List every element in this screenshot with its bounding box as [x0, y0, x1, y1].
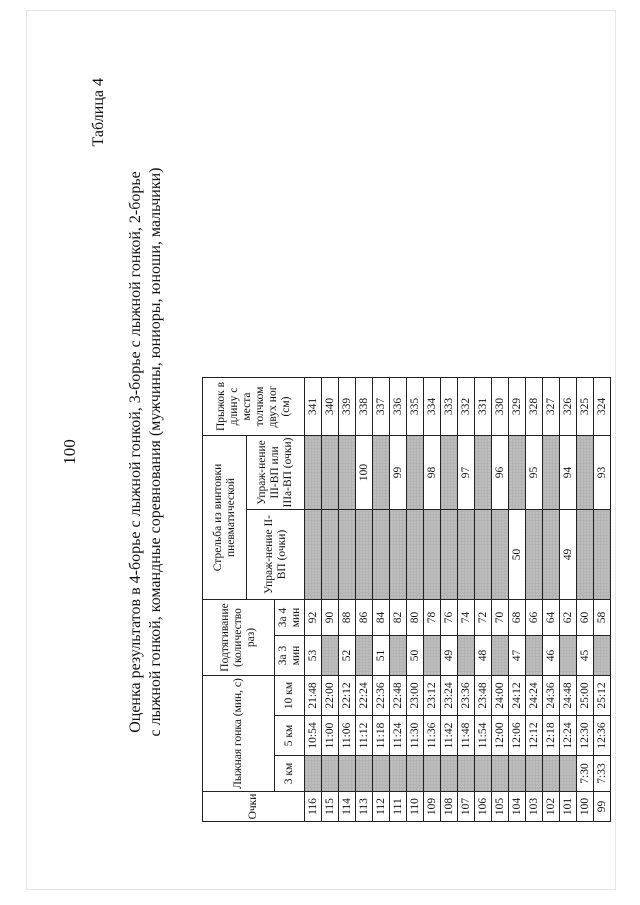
- cell-ski3: [424, 756, 441, 792]
- cell-pull4: 92: [305, 600, 322, 636]
- cell-shoot3: [509, 436, 526, 510]
- cell-ski3: [543, 756, 560, 792]
- table-label: Таблица 4: [90, 78, 107, 147]
- cell-pull3: [356, 636, 373, 676]
- cell-ski5: 12:06: [509, 716, 526, 756]
- cell-shoot3: [373, 436, 390, 510]
- cell-ski3: [305, 756, 322, 792]
- col-ski-group-header: Лыжная гонка (мин, с): [203, 676, 275, 792]
- cell-shoot3: 94: [560, 436, 577, 510]
- table-row: [424, 378, 441, 822]
- col-jump-header: Прыжок в длину с места толчком двух ног (см): [203, 378, 305, 436]
- cell-pull3: [424, 636, 441, 676]
- cell-points: 112: [373, 792, 390, 822]
- cell-ski10: 23:24: [441, 676, 458, 716]
- cell-ski10: 24:12: [509, 676, 526, 716]
- cell-jump: 329: [509, 378, 526, 436]
- cell-ski10: 24:48: [560, 676, 577, 716]
- table-row: [441, 378, 458, 822]
- cell-jump: 330: [492, 378, 509, 436]
- table-row: [526, 378, 543, 822]
- cell-points: 104: [509, 792, 526, 822]
- cell-pull4: 64: [543, 600, 560, 636]
- cell-jump: 327: [543, 378, 560, 436]
- cell-jump: 332: [458, 378, 475, 436]
- cell-ski3: 7:33: [594, 756, 611, 792]
- cell-pull3: [560, 636, 577, 676]
- cell-points: 106: [475, 792, 492, 822]
- cell-jump: 326: [560, 378, 577, 436]
- cell-shoot3: [577, 436, 594, 510]
- table-caption: [126, 80, 166, 824]
- cell-ski3: [475, 756, 492, 792]
- cell-jump: 337: [373, 378, 390, 436]
- cell-ski5: 11:12: [356, 716, 373, 756]
- cell-shoot2: [356, 510, 373, 600]
- caption-line-1: Оценка результатов в 4-борье с лыжной гонкой, 3-борье с лыжной гонкой, 2-борье: [127, 171, 144, 733]
- cell-ski10: 22:00: [322, 676, 339, 716]
- cell-shoot2: [339, 510, 356, 600]
- table-row: [492, 378, 509, 822]
- col-pullups-group-header: Подтягивание (количество раз): [203, 600, 275, 676]
- cell-pull3: 48: [475, 636, 492, 676]
- cell-pull4: 82: [390, 600, 407, 636]
- cell-shoot3: [475, 436, 492, 510]
- cell-ski5: 11:00: [322, 716, 339, 756]
- cell-shoot2: [543, 510, 560, 600]
- cell-ski10: 22:12: [339, 676, 356, 716]
- col-shoot-2-header: Упраж-нение II-ВП (очки): [247, 510, 305, 600]
- cell-shoot2: [305, 510, 322, 600]
- cell-points: 103: [526, 792, 543, 822]
- cell-shoot3: [305, 436, 322, 510]
- cell-jump: 325: [577, 378, 594, 436]
- cell-pull4: 68: [509, 600, 526, 636]
- cell-jump: 333: [441, 378, 458, 436]
- cell-shoot2: 49: [560, 510, 577, 600]
- cell-jump: 340: [322, 378, 339, 436]
- cell-ski3: [458, 756, 475, 792]
- cell-shoot3: [441, 436, 458, 510]
- cell-shoot2: [526, 510, 543, 600]
- cell-jump: 339: [339, 378, 356, 436]
- cell-points: 111: [390, 792, 407, 822]
- cell-pull4: 66: [526, 600, 543, 636]
- cell-jump: 336: [390, 378, 407, 436]
- cell-points: 109: [424, 792, 441, 822]
- cell-jump: 328: [526, 378, 543, 436]
- cell-ski3: [407, 756, 424, 792]
- cell-ski5: 11:48: [458, 716, 475, 756]
- cell-pull3: 51: [373, 636, 390, 676]
- table-row: [577, 378, 594, 822]
- cell-shoot2: [594, 510, 611, 600]
- cell-ski10: 22:36: [373, 676, 390, 716]
- cell-shoot3: 96: [492, 436, 509, 510]
- cell-shoot2: [492, 510, 509, 600]
- cell-jump: 335: [407, 378, 424, 436]
- cell-ski10: 25:12: [594, 676, 611, 716]
- page-number: 100: [60, 439, 79, 465]
- cell-ski10: 25:00: [577, 676, 594, 716]
- cell-ski3: [339, 756, 356, 792]
- cell-shoot2: 50: [509, 510, 526, 600]
- cell-ski5: 11:54: [475, 716, 492, 756]
- col-points-header: Очки: [203, 792, 305, 822]
- cell-pull3: 45: [577, 636, 594, 676]
- col-ski-10km-header: 10 км: [275, 676, 305, 716]
- cell-shoot2: [441, 510, 458, 600]
- cell-points: 99: [594, 792, 611, 822]
- cell-points: 115: [322, 792, 339, 822]
- cell-ski10: 23:00: [407, 676, 424, 716]
- cell-shoot2: [373, 510, 390, 600]
- scoring-table: [202, 377, 611, 822]
- cell-ski5: 12:30: [577, 716, 594, 756]
- cell-pull4: 80: [407, 600, 424, 636]
- cell-pull3: 49: [441, 636, 458, 676]
- cell-pull4: 74: [458, 600, 475, 636]
- cell-shoot2: [577, 510, 594, 600]
- cell-pull3: [390, 636, 407, 676]
- table-row: [339, 378, 356, 822]
- cell-jump: 324: [594, 378, 611, 436]
- cell-pull4: 84: [373, 600, 390, 636]
- cell-pull4: 62: [560, 600, 577, 636]
- cell-pull4: 88: [339, 600, 356, 636]
- cell-shoot3: 98: [424, 436, 441, 510]
- cell-pull3: [492, 636, 509, 676]
- cell-ski10: 24:24: [526, 676, 543, 716]
- cell-ski5: 12:12: [526, 716, 543, 756]
- cell-pull4: 58: [594, 600, 611, 636]
- cell-shoot2: [475, 510, 492, 600]
- cell-points: 113: [356, 792, 373, 822]
- cell-ski5: 12:24: [560, 716, 577, 756]
- cell-points: 114: [339, 792, 356, 822]
- cell-ski5: 12:00: [492, 716, 509, 756]
- cell-ski10: 23:12: [424, 676, 441, 716]
- cell-ski5: 11:06: [339, 716, 356, 756]
- col-ski-5km-header: 5 км: [275, 716, 305, 756]
- col-pull-3min-header: За 3 мин: [275, 636, 305, 676]
- cell-ski10: 24:00: [492, 676, 509, 716]
- table-row: [509, 378, 526, 822]
- cell-pull4: 86: [356, 600, 373, 636]
- cell-shoot3: [543, 436, 560, 510]
- table-row: [594, 378, 611, 822]
- cell-ski5: 10:54: [305, 716, 322, 756]
- cell-pull4: 90: [322, 600, 339, 636]
- cell-ski3: [373, 756, 390, 792]
- table-row: [458, 378, 475, 822]
- cell-points: 101: [560, 792, 577, 822]
- cell-ski3: [526, 756, 543, 792]
- cell-shoot3: 99: [390, 436, 407, 510]
- cell-ski10: 22:24: [356, 676, 373, 716]
- cell-jump: 331: [475, 378, 492, 436]
- cell-points: 105: [492, 792, 509, 822]
- cell-points: 102: [543, 792, 560, 822]
- cell-pull4: 72: [475, 600, 492, 636]
- cell-jump: 334: [424, 378, 441, 436]
- cell-pull3: [526, 636, 543, 676]
- table-row: [356, 378, 373, 822]
- cell-pull4: 76: [441, 600, 458, 636]
- cell-ski10: 21:48: [305, 676, 322, 716]
- table-row: [407, 378, 424, 822]
- cell-points: 100: [577, 792, 594, 822]
- cell-ski10: 22:48: [390, 676, 407, 716]
- col-ski-3km-header: 3 км: [275, 756, 305, 792]
- caption-line-2: с лыжной гонкой, командные соревнования (мужчины, юниоры, юноши, мальчики): [147, 167, 164, 737]
- cell-pull3: 53: [305, 636, 322, 676]
- cell-pull4: 78: [424, 600, 441, 636]
- cell-ski3: [492, 756, 509, 792]
- cell-ski5: 12:36: [594, 716, 611, 756]
- cell-ski3: [441, 756, 458, 792]
- scoring-table-wrapper: [202, 377, 611, 822]
- table-row: [305, 378, 322, 822]
- table-row: [475, 378, 492, 822]
- cell-ski3: [560, 756, 577, 792]
- cell-ski5: 11:24: [390, 716, 407, 756]
- table-row: [390, 378, 407, 822]
- cell-pull4: 60: [577, 600, 594, 636]
- cell-pull3: [458, 636, 475, 676]
- cell-shoot3: 95: [526, 436, 543, 510]
- cell-shoot3: 100: [356, 436, 373, 510]
- cell-points: 116: [305, 792, 322, 822]
- scoring-table-body: [305, 378, 611, 822]
- table-row: [560, 378, 577, 822]
- cell-ski10: 23:36: [458, 676, 475, 716]
- cell-points: 110: [407, 792, 424, 822]
- cell-pull4: 70: [492, 600, 509, 636]
- cell-shoot3: [322, 436, 339, 510]
- cell-shoot2: [458, 510, 475, 600]
- cell-shoot3: [339, 436, 356, 510]
- cell-ski10: 24:36: [543, 676, 560, 716]
- cell-points: 108: [441, 792, 458, 822]
- cell-pull3: 50: [407, 636, 424, 676]
- cell-ski10: 23:48: [475, 676, 492, 716]
- cell-shoot2: [407, 510, 424, 600]
- cell-points: 107: [458, 792, 475, 822]
- cell-jump: 338: [356, 378, 373, 436]
- cell-ski5: 12:18: [543, 716, 560, 756]
- cell-jump: 341: [305, 378, 322, 436]
- table-row: [543, 378, 560, 822]
- cell-shoot3: [407, 436, 424, 510]
- table-row: [373, 378, 390, 822]
- cell-shoot2: [424, 510, 441, 600]
- cell-shoot3: 93: [594, 436, 611, 510]
- cell-pull3: [594, 636, 611, 676]
- cell-pull3: [322, 636, 339, 676]
- cell-shoot2: [390, 510, 407, 600]
- col-pull-4min-header: За 4 мин: [275, 600, 305, 636]
- cell-ski5: 11:18: [373, 716, 390, 756]
- page-header: [60, 72, 192, 832]
- cell-ski3: [322, 756, 339, 792]
- cell-ski3: [390, 756, 407, 792]
- cell-ski5: 11:30: [407, 716, 424, 756]
- cell-pull3: 52: [339, 636, 356, 676]
- cell-ski3: 7:30: [577, 756, 594, 792]
- table-row: [322, 378, 339, 822]
- cell-pull3: 47: [509, 636, 526, 676]
- cell-ski5: 11:42: [441, 716, 458, 756]
- cell-shoot2: [322, 510, 339, 600]
- cell-ski5: 11:36: [424, 716, 441, 756]
- cell-shoot3: 97: [458, 436, 475, 510]
- cell-ski3: [509, 756, 526, 792]
- rotated-page-content: [60, 72, 608, 832]
- cell-ski3: [356, 756, 373, 792]
- col-shooting-group-header: Стрельба из винтовки пневматической: [203, 436, 247, 600]
- cell-pull3: 46: [543, 636, 560, 676]
- col-shoot-3-header: Упраж-нение III-ВП или IIIа-ВП (очки): [247, 436, 305, 510]
